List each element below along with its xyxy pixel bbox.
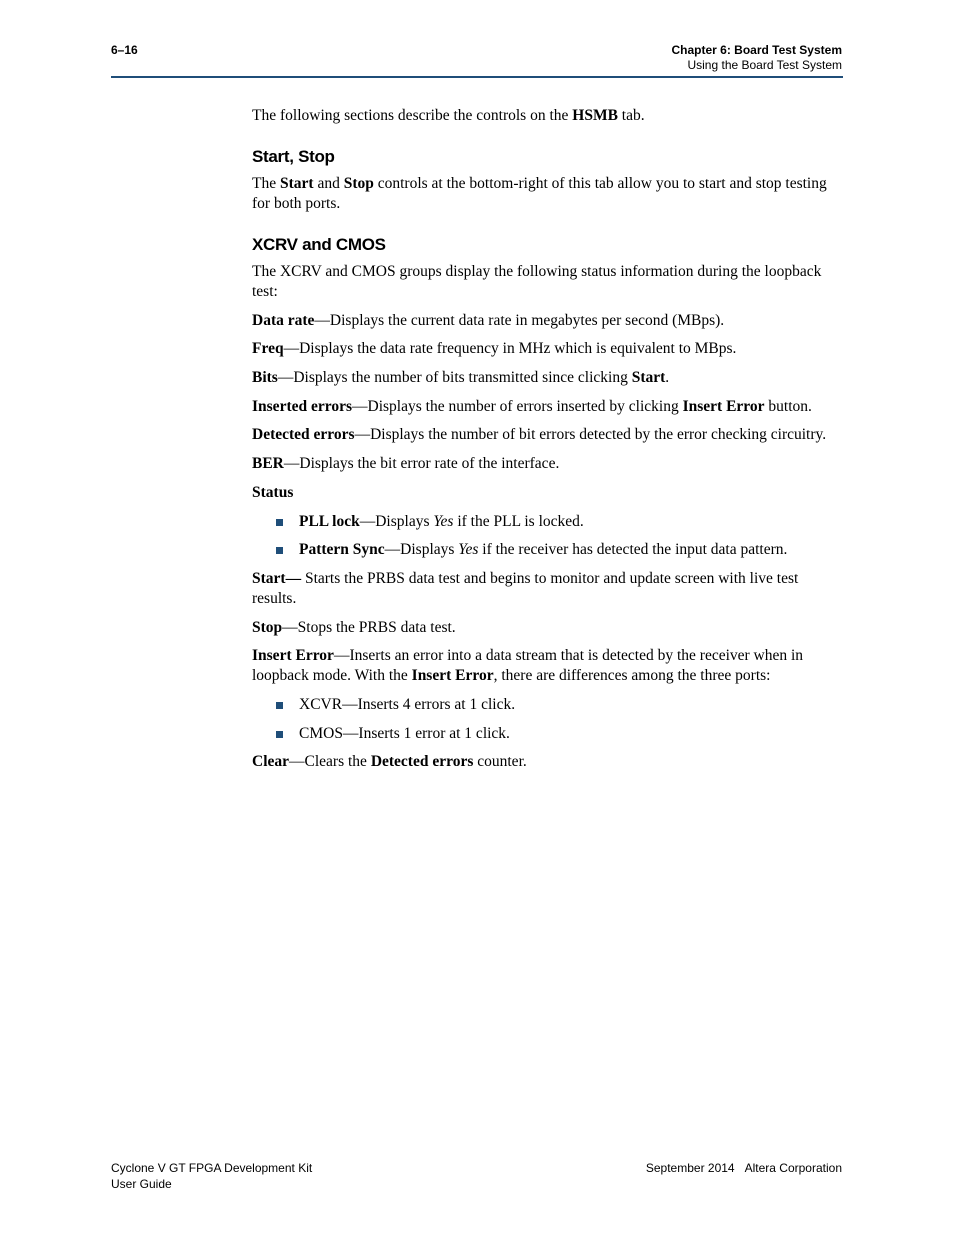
section-title: Using the Board Test System [687,58,842,72]
header-rule [111,76,843,78]
insert-error-item: Insert Error—Inserts an error into a data stream that is detected by the receiver when in loopback mode. With the Insert Error, there are differences among the three ports: [252,647,804,685]
footer-right [646,1160,842,1176]
detected-errors-item: Detected errors—Displays the number of bit errors detected by the error checking circuitry. [252,426,827,444]
document-title: Cyclone V GT FPGA Development Kit [111,1161,313,1175]
bullet-icon [276,519,283,526]
xcrv-cmos-heading: XCRV and CMOS [252,235,386,254]
start-stop-heading: Start, Stop [252,147,335,166]
start-stop-paragraph: The Start and Stop controls at the bottom-right of this tab allow you to start and stop testing for both ports. [252,175,827,212]
status-list [252,512,844,561]
freq-item: Freq—Displays the data rate frequency in MHz which is equivalent to MBps. [252,340,737,358]
page-number: 6–16 [111,43,138,57]
data-rate-item: Data rate—Displays the current data rate in megabytes per second (MBps). [252,311,725,329]
page-body [252,106,844,781]
publish-date: September 2014 [645,1161,735,1175]
running-header [672,43,843,73]
list-item: XCVR—Inserts 4 errors at 1 click. [252,695,844,715]
ber-item: BER—Displays the bit error rate of the interface. [252,455,560,473]
clear-item: Clear—Clears the Detected errors counter. [252,753,527,771]
bullet-icon [276,702,283,709]
intro-paragraph: The following sections describe the controls on the HSMB tab. [252,107,645,124]
footer-left [111,1160,312,1192]
company-name: Altera Corporation [744,1161,842,1175]
document-subtitle: User Guide [111,1177,172,1191]
chapter-title: Chapter 6: Board Test System [671,43,842,57]
start-item: Start— Starts the PRBS data test and begins to monitor and update screen with live test results. [252,569,799,607]
inserted-errors-item: Inserted errors—Displays the number of errors inserted by clicking Insert Error button. [252,397,812,415]
bullet-icon [276,731,283,738]
list-item: PLL lock—Displays Yes if the PLL is locked. [252,512,844,532]
status-label: Status [252,483,294,501]
bullet-icon [276,547,283,554]
list-item: Pattern Sync—Displays Yes if the receiver has detected the input data pattern. [252,540,844,560]
stop-item: Stop—Stops the PRBS data test. [252,618,456,636]
list-item: CMOS—Inserts 1 error at 1 click. [252,724,844,744]
xcrv-intro-paragraph: The XCRV and CMOS groups display the following status information during the loopback test: [252,263,822,300]
port-list [252,695,844,744]
bits-item: Bits—Displays the number of bits transmitted since clicking Start. [252,369,670,387]
